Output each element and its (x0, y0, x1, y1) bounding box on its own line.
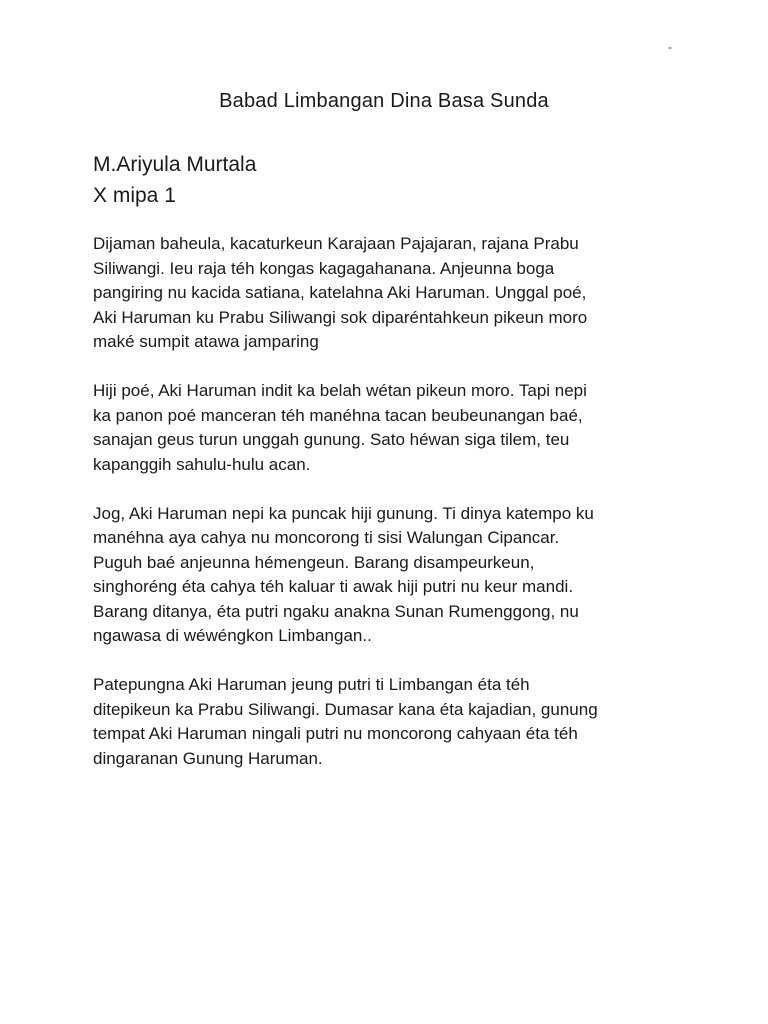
text-line: Puguh baé anjeunna hémengeun. Barang disampeurkeun, (93, 552, 535, 572)
paragraph-3 (93, 502, 683, 649)
text-line: sanajan geus turun unggah gunung. Sato héwan siga tilem, teu (93, 430, 570, 449)
text-line: pangiring nu kacida satiana, katelahna Aki Haruman. Unggal poé, (93, 283, 587, 302)
text-line: manéhna aya cahya nu moncorong ti sisi Walungan Cipancar. (93, 528, 560, 547)
text-line: tempat Aki Haruman ningali putri nu moncorong cahyaan éta téh (93, 724, 578, 743)
text-line: ditepikeun ka Prabu Siliwangi. Dumasar kana éta kajadian, gunung (93, 699, 598, 719)
paragraph-2 (93, 379, 683, 477)
text-line: dingaranan Gunung Haruman. (93, 748, 323, 768)
text-line: Siliwangi. Ieu raja téh kongas kagagahanana. Anjeunna boga (93, 258, 555, 278)
text-line: ka panon poé manceran téh manéhna tacan beubeunangan baé, (93, 405, 583, 425)
author-block (93, 149, 256, 211)
body-text (93, 232, 683, 796)
text-line: singhoréng éta cahya téh kaluar ti awak hiji putri nu keur mandi. (93, 577, 574, 596)
text-line: Aki Haruman ku Prabu Siliwangi sok diparéntahkeun pikeun moro (93, 307, 588, 327)
corner-mark: - (668, 40, 672, 54)
paragraph-4 (93, 673, 683, 771)
author-name: M.Ariyula Murtala (93, 153, 257, 176)
text-line: Hiji poé, Aki Haruman indit ka belah wétan pikeun moro. Tapi nepi (93, 381, 587, 400)
paragraph-1 (93, 232, 683, 355)
class-name: X mipa 1 (93, 184, 176, 207)
text-line: ngawasa di wéwéngkon Limbangan.. (93, 626, 372, 645)
text-line: Barang ditanya, éta putri ngaku anakna Sunan Rumenggong, nu (93, 601, 579, 621)
text-line: maké sumpit atawa jamparing (93, 332, 319, 351)
text-line: Dijaman baheula, kacaturkeun Karajaan Pajajaran, rajana Prabu (93, 234, 579, 253)
text-line: Patepungna Aki Haruman jeung putri ti Limbangan éta téh (93, 675, 530, 694)
document-title: Babad Limbangan Dina Basa Sunda (219, 90, 549, 112)
text-line: kapanggih sahulu-hulu acan. (93, 454, 311, 474)
text-line: Jog, Aki Haruman nepi ka puncak hiji gunung. Ti dinya katempo ku (93, 503, 594, 523)
